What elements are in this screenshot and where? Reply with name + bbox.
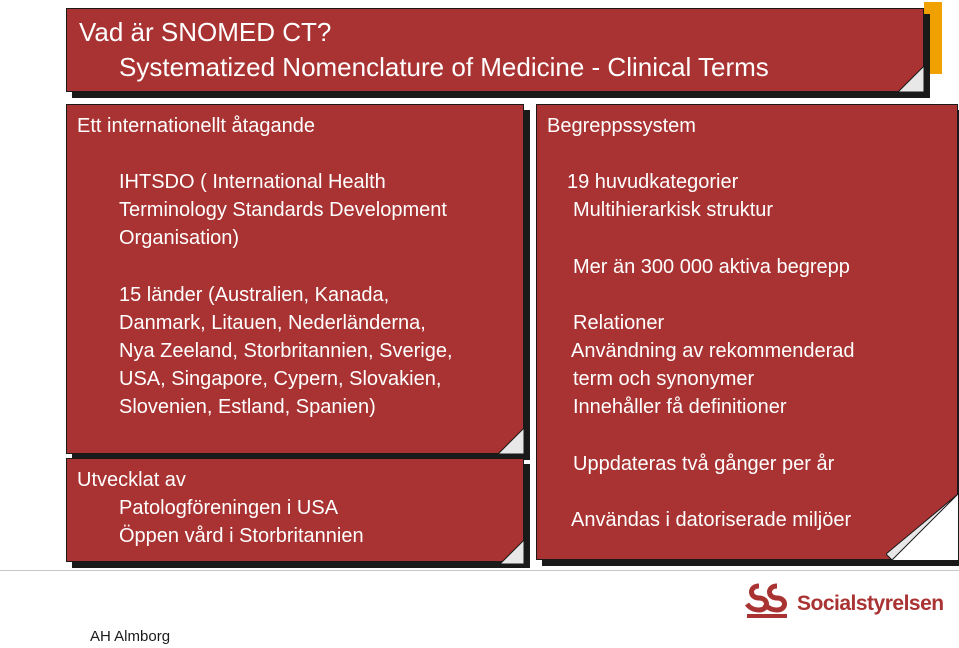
text-line: Uppdateras två gånger per år — [573, 453, 835, 475]
socialstyrelsen-logo — [745, 580, 944, 620]
text-line: Slovenien, Estland, Spanien) — [119, 396, 376, 418]
text-line: Öppen vård i Storbritannien — [119, 525, 364, 547]
international-box — [66, 104, 524, 454]
text-line: USA, Singapore, Cypern, Slovakien, — [119, 368, 442, 390]
title-line1: Vad är SNOMED CT? — [79, 17, 332, 47]
text-line: IHTSDO ( International Health — [119, 171, 386, 193]
international-heading: Ett internationellt åtagande — [77, 115, 315, 137]
text-line: Relationer — [573, 312, 665, 334]
text-line: Användas i datoriserade miljöer — [571, 509, 852, 531]
text-line: Terminology Standards Development — [119, 199, 447, 221]
left-box-page-curl — [498, 428, 530, 460]
text-line: Nya Zeeland, Storbritannien, Sverige, — [119, 340, 453, 362]
text-line: 15 länder (Australien, Kanada, — [119, 284, 390, 306]
logo-wordmark: Socialstyrelsen — [797, 592, 944, 615]
text-line: 19 huvudkategorier — [567, 171, 739, 193]
right-box-page-curl — [886, 494, 959, 566]
text-line: term och synonymer — [573, 368, 755, 390]
concept-system-box — [536, 104, 958, 560]
concept-system-heading: Begreppssystem — [547, 115, 696, 137]
developed-by-box — [66, 458, 524, 562]
title-page-curl — [898, 66, 930, 98]
text-line: Mer än 300 000 aktiva begrepp — [573, 256, 850, 278]
developed-by-heading: Utvecklat av — [77, 469, 186, 491]
title-box — [66, 8, 924, 92]
text-line: Patologföreningen i USA — [119, 497, 339, 519]
text-line: Användning av rekommenderad — [571, 340, 855, 362]
author-label: AH Almborg — [90, 628, 171, 645]
logo-emblem-icon — [745, 580, 793, 620]
left-box2-page-curl — [500, 540, 530, 570]
text-line: Danmark, Litauen, Nederländerna, — [119, 312, 426, 334]
title-line2: Systematized Nomenclature of Medicine - Clinical Terms — [119, 52, 769, 82]
text-line: Organisation) — [119, 227, 240, 249]
text-line: Innehåller få definitioner — [573, 396, 787, 418]
footer-divider — [0, 570, 959, 571]
text-line: Multihierarkisk struktur — [573, 199, 774, 221]
